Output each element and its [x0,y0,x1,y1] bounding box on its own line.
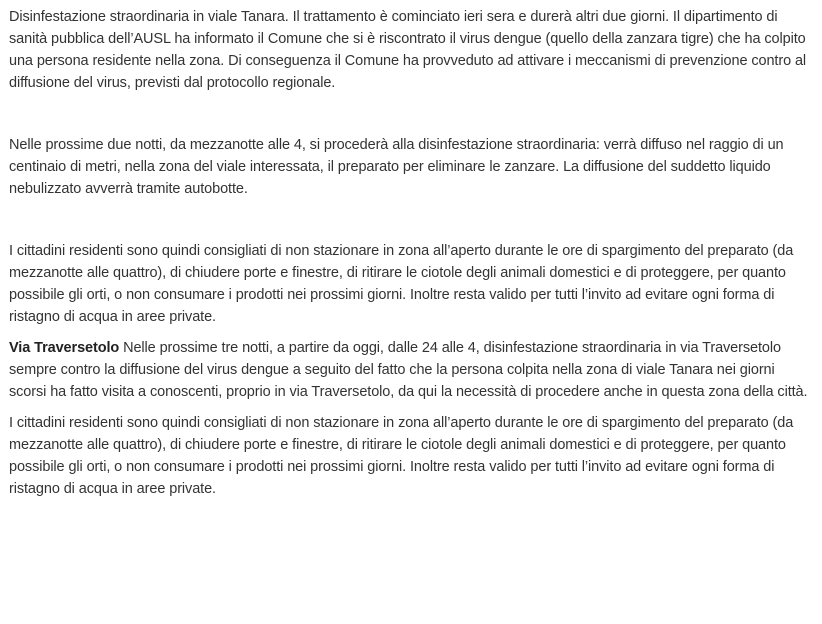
location-heading: Via Traversetolo [9,340,120,356]
article-body [9,6,815,500]
paragraph-advice: I cittadini residenti sono quindi consigliati di non stazionare in zona all’aperto durante le ore di spargimento del preparato (da mezzanotte alle quattro), di chiudere porte e finestre, di ritirare le ciotole degli animali domestici e di proteggere, per quanto possibile gli orti, o non consumare i prodotti nei prossimi giorni. Inoltre resta valido per tutti l’invito ad evitare ogni forma di ristagno di acqua in aree private. [9,243,794,325]
paragraph-intro: Disinfestazione straordinaria in viale Tanara. Il trattamento è cominciato ieri sera e durerà altri due giorni. Il dipartimento di sanità pubblica dell’AUSL ha informato il Comune che si è riscontrato il virus dengue (quello della zanzara tigre) che ha colpito una persona residente nella zona. Di conseguenza il Comune ha provveduto ad attivare i meccanismi di prevenzione contro al diffusione del virus, previsti dal protocollo regionale. [9,9,807,91]
paragraph-schedule: Nelle prossime due notti, da mezzanotte alle 4, si procederà alla disinfestazione straordinaria: verrà diffuso nel raggio di un centinaio di metri, nella zona del viale interessata, il preparato per eliminare le zanzare. La diffusione del suddetto liquido nebulizzato avverrà tramite autobotte. [9,137,784,197]
paragraph-traversetolo-text: Nelle prossime tre notti, a partire da oggi, dalle 24 alle 4, disinfestazione straordinaria in via Traversetolo sempre contro la diffusione del virus dengue a seguito del fatto che la persona colpita nella zona di viale Tanara nei giorni scorsi ha fatto visita a conoscenti, proprio in via Traversetolo, da qui la necessità di procedere anche in questa zona della città. [9,340,808,400]
paragraph-traversetolo [9,337,815,403]
paragraph-advice-repeat: I cittadini residenti sono quindi consigliati di non stazionare in zona all’aperto durante le ore di spargimento del preparato (da mezzanotte alle quattro), di chiudere porte e finestre, di ritirare le ciotole degli animali domestici e di proteggere, per quanto possibile gli orti, o non consumare i prodotti nei prossimi giorni. Inoltre resta valido per tutti l’invito ad evitare ogni forma di ristagno di acqua in aree private. [9,415,794,497]
